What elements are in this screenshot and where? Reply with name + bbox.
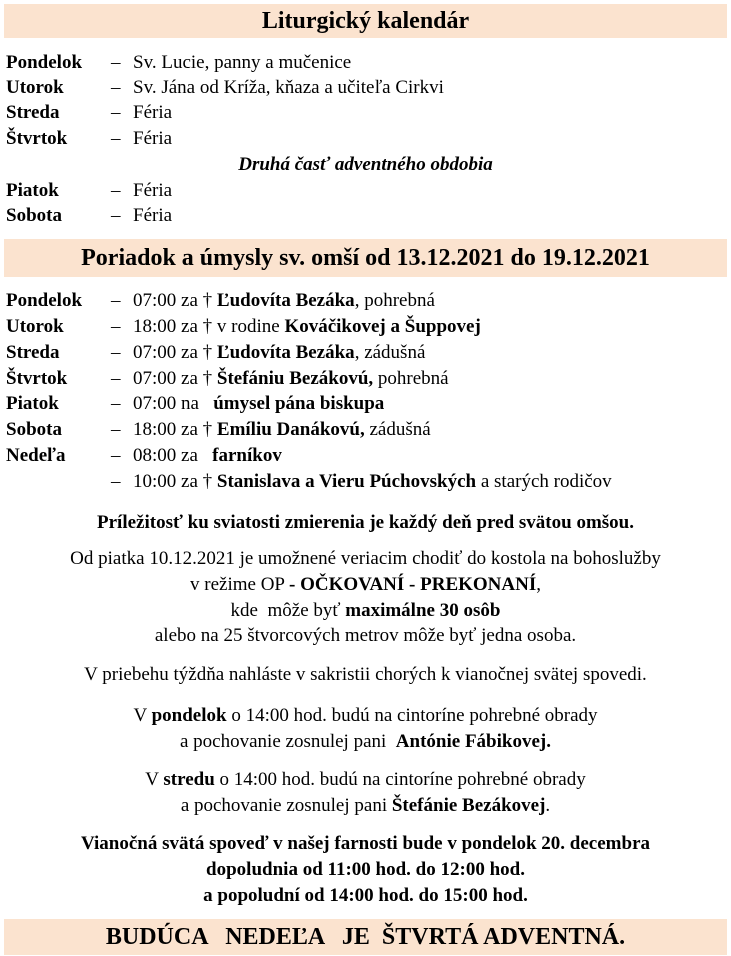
dash: – — [111, 180, 121, 201]
mass-time: 07:00 za † — [133, 368, 217, 389]
op-notice-line — [0, 572, 731, 598]
season-heading: Druhá časť adventného obdobia — [238, 154, 493, 175]
mass-row — [6, 340, 425, 366]
calendar-title: Liturgický kalendár — [4, 4, 727, 38]
mass-intention: Kováčikovej a Šuppovej — [284, 316, 481, 337]
funeral-text: . — [545, 795, 551, 816]
feast: Féria — [133, 128, 173, 149]
funeral-text: a pochovanie zosnulej pani — [180, 795, 392, 816]
feast: Sv. Lucie, panny a mučenice — [133, 52, 352, 73]
mass-row — [6, 314, 481, 340]
funeral-notice-line — [0, 729, 731, 755]
mass-note: a starých rodičov — [476, 471, 612, 492]
op-text: v režime OP — [190, 574, 290, 595]
dash: – — [111, 445, 121, 466]
dash: – — [111, 316, 121, 337]
funeral-text: a pochovanie zosnulej pani — [180, 731, 396, 752]
funeral-day: pondelok — [151, 705, 227, 726]
mass-intention: úmysel pána biskupa — [213, 393, 385, 414]
christmas-confession-line: Vianočná svätá spoveď v našej farnosti bude v pondelok 20. decembra — [80, 833, 651, 854]
mass-row — [6, 417, 431, 443]
dash: – — [111, 471, 121, 492]
mass-note: pohrebná — [373, 368, 449, 389]
funeral-notice-line — [0, 767, 731, 793]
dash: – — [111, 77, 121, 98]
day-label: Utorok — [6, 77, 64, 98]
dash: – — [111, 419, 121, 440]
dash: – — [111, 205, 121, 226]
funeral-notice-line — [0, 793, 731, 819]
day-label: Pondelok — [6, 52, 83, 73]
funeral-day: stredu — [163, 769, 215, 790]
day-label: Sobota — [6, 419, 62, 440]
calendar-row — [6, 100, 172, 126]
feast: Féria — [133, 180, 173, 201]
op-notice-line: Od piatka 10.12.2021 je umožnené veriacim chodiť do kostola na bohoslužby — [70, 548, 661, 569]
mass-time: 10:00 za † — [133, 471, 217, 492]
mass-intention: Emíliu Danákovú, — [216, 419, 365, 440]
mass-time: 07:00 za † — [133, 290, 217, 311]
dash: – — [111, 128, 121, 149]
mass-time: 18:00 za † — [133, 419, 217, 440]
mass-row — [6, 366, 449, 392]
op-comma: , — [536, 574, 541, 595]
dash: – — [111, 290, 121, 311]
christmas-confession-line: a popoludní od 14:00 hod. do 15:00 hod. — [203, 885, 528, 906]
dash: – — [111, 368, 121, 389]
feast: Féria — [133, 205, 173, 226]
funeral-text: o 14:00 hod. budú na cintoríne pohrebné obrady — [214, 769, 586, 790]
day-label: Štvrtok — [6, 128, 68, 149]
funeral-text: V — [145, 769, 164, 790]
funeral-name: Štefánie Bezákovej — [391, 795, 546, 816]
op-notice-line — [0, 598, 731, 624]
op-notice-line: alebo na 25 štvorcových metrov môže byť jedna osoba. — [154, 625, 577, 646]
op-capacity: maximálne 30 osôb — [345, 600, 501, 621]
dash: – — [111, 102, 121, 123]
sacristy-notice: V priebehu týždňa nahláste v sakristii chorých k vianočnej svätej spovedi. — [84, 664, 647, 685]
calendar-row — [6, 203, 172, 229]
christmas-confession-line: dopoludnia od 11:00 hod. do 12:00 hod. — [206, 859, 525, 880]
day-label: Sobota — [6, 205, 62, 226]
mass-intention: farníkov — [212, 445, 282, 466]
mass-row — [6, 391, 384, 417]
mass-intention: Stanislava a Vieru Púchovských — [216, 471, 477, 492]
mass-row — [6, 443, 282, 469]
funeral-notice-line — [0, 703, 731, 729]
mass-intention: Štefániu Bezákovú, — [216, 368, 374, 389]
calendar-row — [6, 126, 172, 152]
dash: – — [111, 342, 121, 363]
mass-time: 18:00 za † v rodine — [133, 316, 285, 337]
day-label: Pondelok — [6, 290, 83, 311]
dash: – — [111, 52, 121, 73]
dash: – — [111, 393, 121, 414]
mass-time: 07:00 za † — [133, 342, 217, 363]
mass-row — [6, 288, 435, 314]
mass-note: , zádušná — [354, 342, 426, 363]
calendar-row — [6, 178, 172, 204]
calendar-row — [6, 50, 351, 76]
mass-note: , pohrebná — [354, 290, 435, 311]
mass-row — [6, 469, 612, 495]
op-mode: - OČKOVANÍ - PREKONANÍ — [289, 574, 537, 595]
day-label: Nedeľa — [6, 445, 66, 466]
day-label: Utorok — [6, 316, 64, 337]
funeral-name: Antónie Fábikovej. — [395, 731, 551, 752]
footer-banner: BUDÚCA NEDEĽA JE ŠTVRTÁ ADVENTNÁ. — [4, 919, 727, 955]
mass-time: 08:00 za — [133, 445, 213, 466]
day-label: Piatok — [6, 393, 59, 414]
mass-time: 07:00 na — [133, 393, 214, 414]
day-label: Štvrtok — [6, 368, 68, 389]
feast: Féria — [133, 102, 173, 123]
funeral-text: V — [133, 705, 152, 726]
day-label: Streda — [6, 102, 60, 123]
mass-intention: Ľudovíta Bezáka — [216, 290, 355, 311]
op-text: kde môže byť — [230, 600, 346, 621]
day-label: Streda — [6, 342, 60, 363]
mass-note: zádušná — [364, 419, 431, 440]
funeral-text: o 14:00 hod. budú na cintoríne pohrebné obrady — [226, 705, 598, 726]
feast: Sv. Jána od Kríža, kňaza a učiteľa Cirkvi — [133, 77, 444, 98]
confession-notice: Príležitosť ku sviatosti zmierenia je každý deň pred svätou omšou. — [97, 512, 634, 533]
calendar-row — [6, 75, 444, 101]
day-label: Piatok — [6, 180, 59, 201]
masses-title: Poriadok a úmysly sv. omší od 13.12.2021 do 19.12.2021 — [4, 239, 727, 277]
mass-intention: Ľudovíta Bezáka — [216, 342, 355, 363]
